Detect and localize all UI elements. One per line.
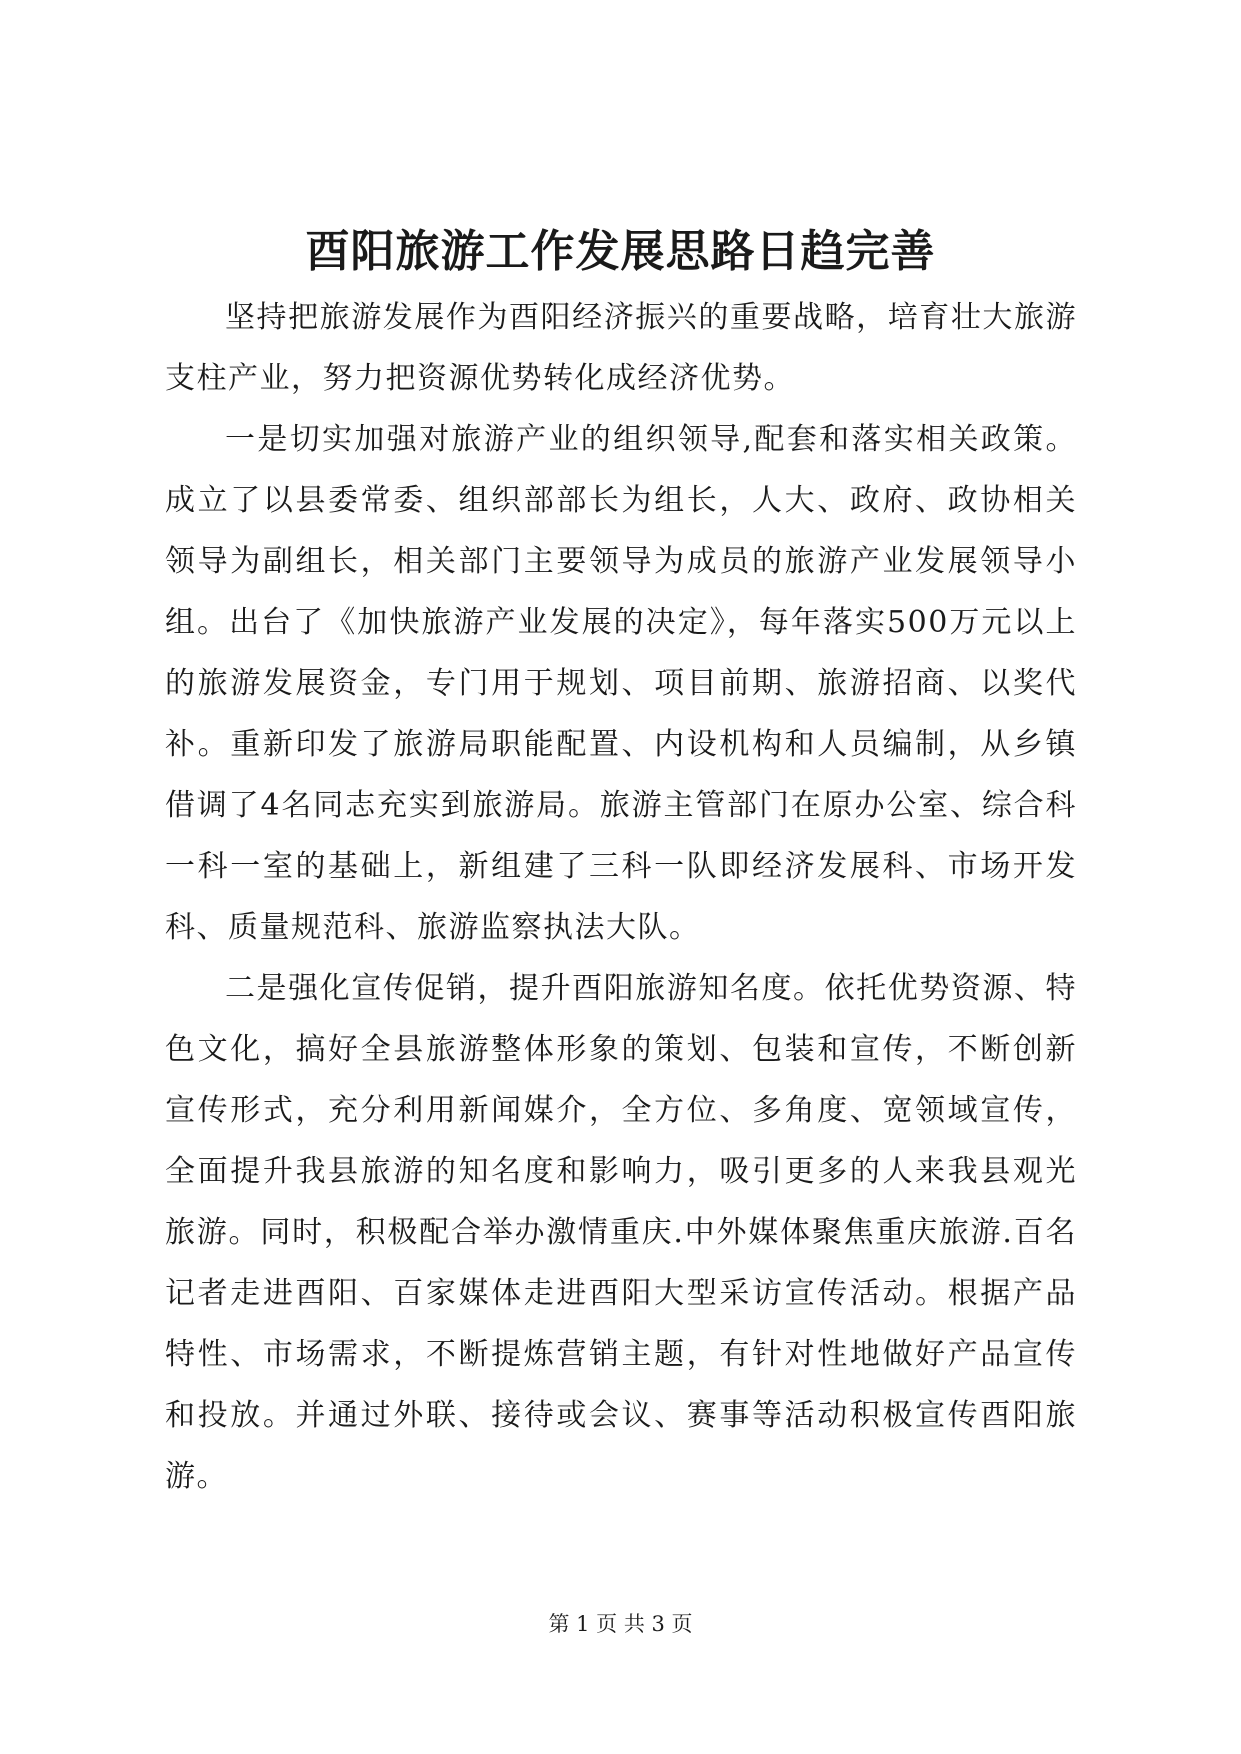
document-body [165,287,1077,1507]
document-title: 酉阳旅游工作发展思路日趋完善 [305,226,936,277]
paragraph-promotion: 二是强化宣传促销，提升酉阳旅游知名度。依托优势资源、特色文化，搞好全县旅游整体形象的策划、包装和宣传，不断创新宣传形式，充分利用新闻媒介，全方位、多角度、宽领域宣传，全面提升我县旅游的知名度和影响力，吸引更多的人来我县观光旅游。同时，积极配合举办激情重庆.中外媒体聚焦重庆旅游.百名记者走进酉阳、百家媒体走进酉阳大型采访宣传活动。根据产品特性、市场需求，不断提炼营销主题，有针对性地做好产品宣传和投放。并通过外联、接待或会议、赛事等活动积极宣传酉阳旅游。 [165,971,1077,1494]
page-number-footer: 第 1 页 共 3 页 [548,1612,693,1636]
paragraph-intro: 坚持把旅游发展作为酉阳经济振兴的重要战略，培育壮大旅游支柱产业，努力把资源优势转化成经济优势。 [165,300,1077,396]
paragraph-organization: 一是切实加强对旅游产业的组织领导,配套和落实相关政策。成立了以县委常委、组织部部长为组长，人大、政府、政协相关领导为副组长，相关部门主要领导为成员的旅游产业发展领导小组。出台了《加快旅游产业发展的决定》，每年落实500万元以上的旅游发展资金，专门用于规划、项目前期、旅游招商、以奖代补。重新印发了旅游局职能配置、内设机构和人员编制，从乡镇借调了4名同志充实到旅游局。旅游主管部门在原办公室、综合科一科一室的基础上，新组建了三科一队即经济发展科、市场开发科、质量规范科、旅游监察执法大队。 [165,422,1077,945]
